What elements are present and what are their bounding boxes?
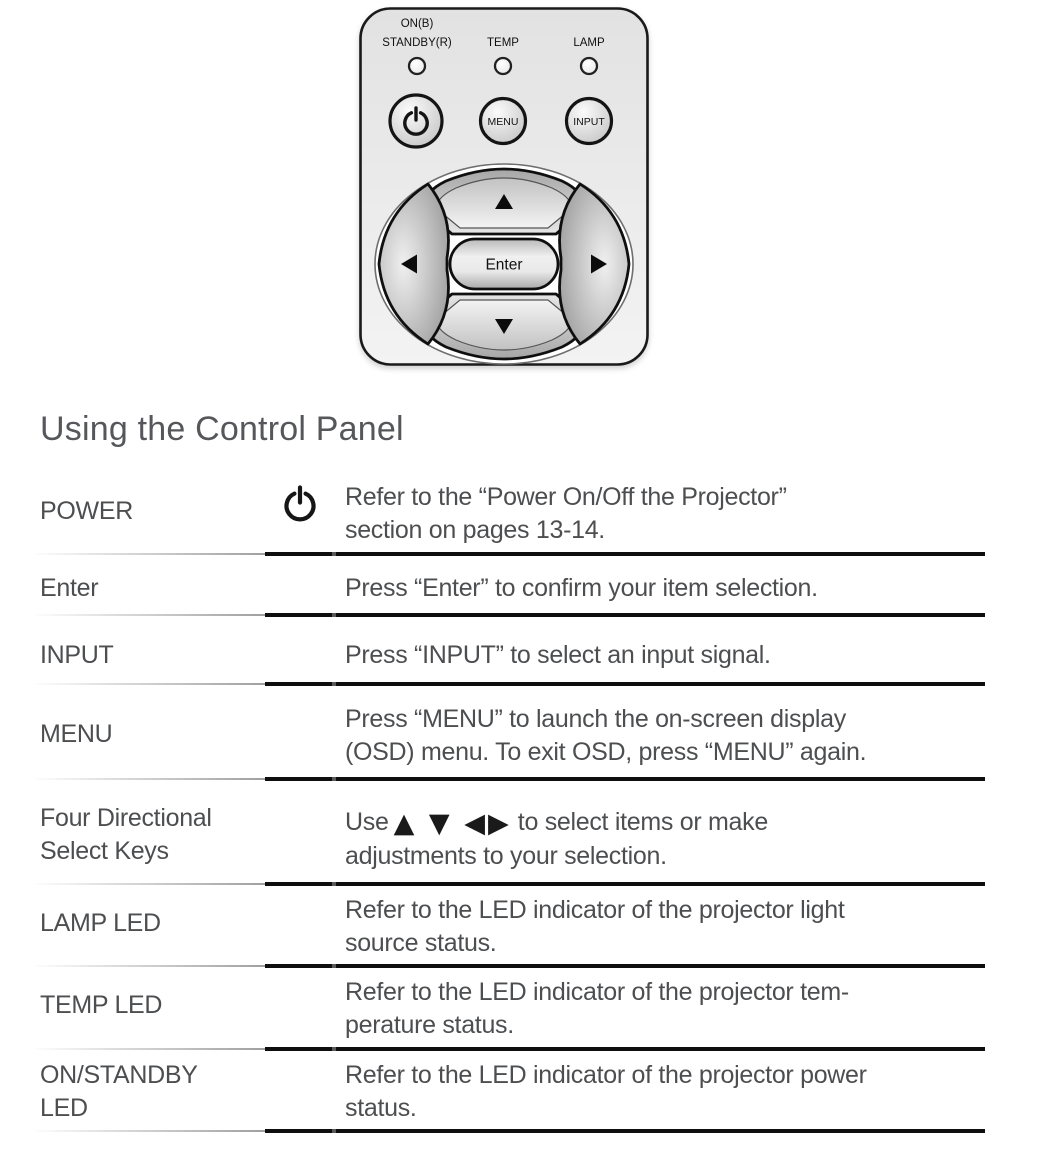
row-label: Enter <box>40 574 99 602</box>
row-label: TEMP LED <box>40 991 163 1019</box>
menu-button-label: MENU <box>487 116 519 128</box>
table-row-temp-led <box>35 968 985 1051</box>
temp-led <box>495 58 511 74</box>
directional-pad <box>375 164 633 364</box>
table-row-enter <box>35 556 985 617</box>
row-description: Press “MENU” to launch the on-screen display (OSD) menu. To exit OSD, press “MENU” again. <box>345 705 867 766</box>
on-standby-led <box>409 58 425 74</box>
input-button-label: INPUT <box>573 116 605 128</box>
table-row-input <box>35 617 985 686</box>
input-button[interactable] <box>567 99 612 144</box>
menu-button[interactable] <box>481 99 526 144</box>
page-title: Using the Control Panel <box>40 410 404 448</box>
row-description: Press “Enter” to confirm your item selection. <box>345 574 818 602</box>
row-description: Refer to the LED indicator of the projector power status. <box>345 1061 867 1122</box>
table-row-directional-keys <box>35 781 985 886</box>
row-label: POWER <box>40 497 133 525</box>
table-row-on-standby-led <box>35 1051 985 1133</box>
enter-button[interactable] <box>450 239 558 289</box>
table-row-lamp-led <box>35 886 985 968</box>
led-label-on-b: ON(B) <box>400 18 434 30</box>
enter-button-label: Enter <box>485 256 523 274</box>
row-label: LAMP LED <box>40 909 161 937</box>
control-panel-table <box>35 467 985 1133</box>
row-label: Four Directional Select Keys <box>40 804 212 865</box>
row-description: Refer to the LED indicator of the projector tem- perature status. <box>345 978 849 1039</box>
row-label: MENU <box>40 720 113 748</box>
row-description: Press “INPUT” to select an input signal. <box>345 641 771 669</box>
row-description: Refer to the “Power On/Off the Projector” section on pages 13-14. <box>345 483 787 544</box>
table-row-power <box>35 467 985 556</box>
led-label-standby-r: STANDBY(R) <box>382 37 452 49</box>
row-divider <box>35 1129 985 1133</box>
led-label-lamp: LAMP <box>573 37 605 49</box>
table-row-menu <box>35 686 985 781</box>
control-panel-illustration <box>359 7 649 367</box>
power-button[interactable] <box>390 95 442 147</box>
power-icon <box>277 479 323 527</box>
row-label: INPUT <box>40 641 114 669</box>
row-description: Refer to the LED indicator of the projector light source status. <box>345 896 845 957</box>
row-label: ON/STANDBY LED <box>40 1061 198 1122</box>
led-label-temp: TEMP <box>487 37 519 49</box>
lamp-led <box>581 58 597 74</box>
row-description: Use ▲ ▼ ◀▶ to select items or make adjustments to your selection. <box>345 808 768 870</box>
directional-arrows-icon: ▲ ▼ ◀▶ <box>393 808 512 839</box>
